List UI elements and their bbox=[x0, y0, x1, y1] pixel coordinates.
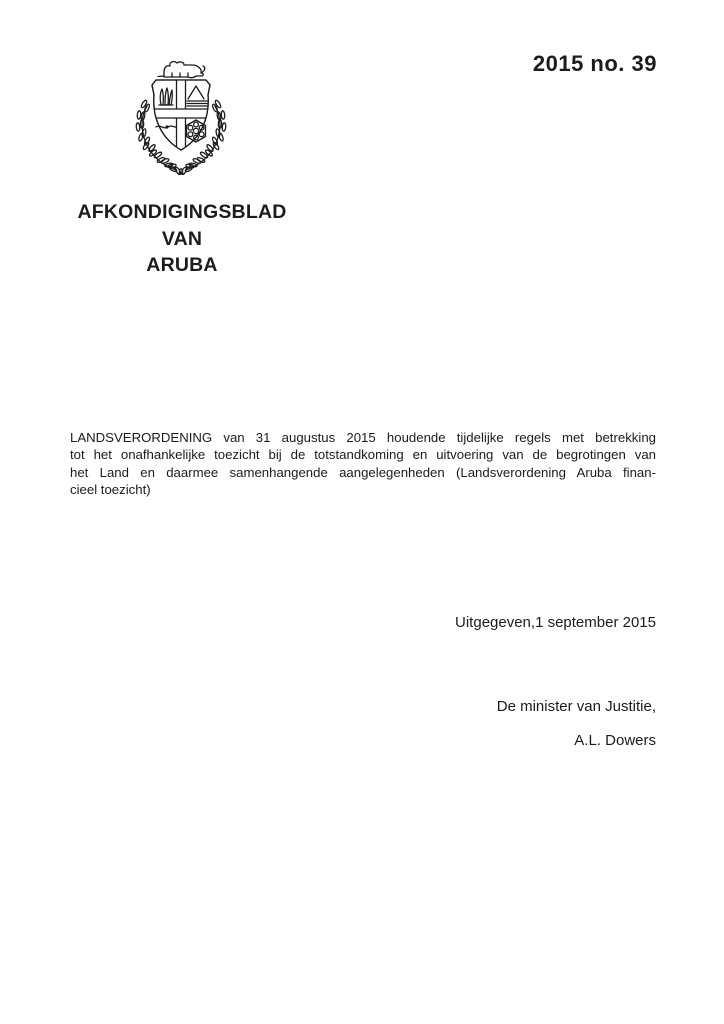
minister-title-line: De minister van Justitie, bbox=[496, 698, 656, 715]
gazette-masthead bbox=[70, 199, 294, 279]
issue-number: 2015 no. 39 bbox=[532, 51, 657, 76]
masthead-line: ARUBA bbox=[146, 254, 218, 276]
laurel-bottom-cluster bbox=[169, 165, 194, 175]
ordinance-line: cieel toezicht) bbox=[70, 481, 151, 497]
ordinance-line: tot het onafhankelijke toezicht bij de totstandkoming en uitvoering van de begrotingen van bbox=[70, 447, 656, 463]
shield bbox=[151, 79, 211, 151]
ordinance-paragraph bbox=[70, 429, 656, 498]
lion-crest bbox=[158, 62, 205, 78]
masthead-line: AFKONDIGINGSBLAD bbox=[77, 201, 287, 223]
ordinance-line: LANDSVERORDENING van 31 augustus 2015 houdende tijdelijke regels met betrekking bbox=[70, 430, 656, 445]
issued-date-line: Uitgegeven,1 september 2015 bbox=[455, 614, 656, 631]
masthead-line: VAN bbox=[161, 227, 203, 250]
ordinance-line: het Land en daarmee samenhangende aangelegenheden (Landsverordening Aruba finan- bbox=[70, 464, 656, 480]
signature-name: A.L. Dowers bbox=[574, 732, 656, 749]
aruba-coat-of-arms-icon bbox=[120, 57, 242, 175]
